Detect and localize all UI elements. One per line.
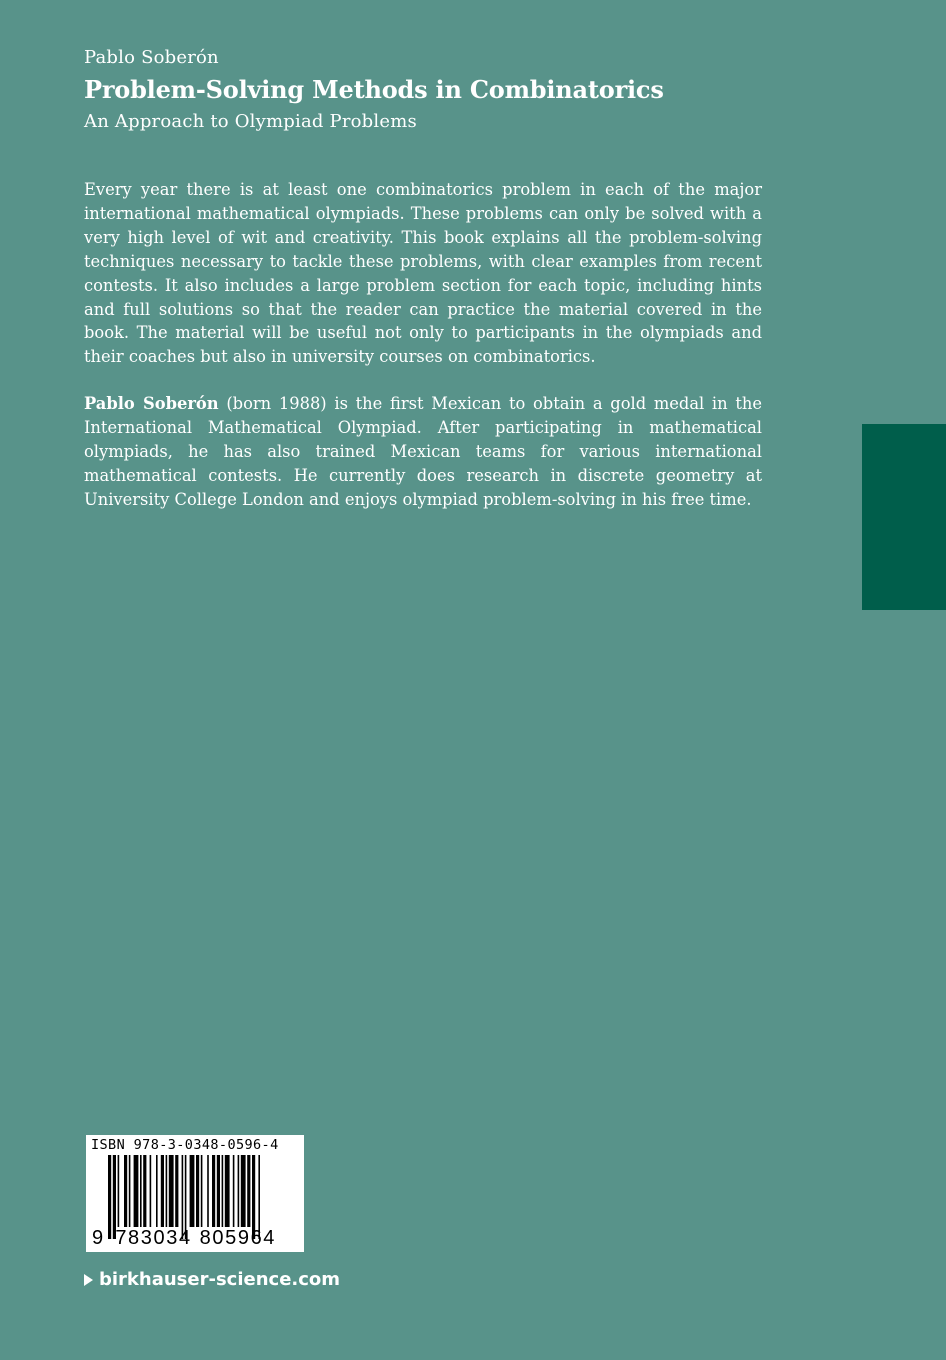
barcode-bar (233, 1155, 235, 1227)
barcode-bar (196, 1155, 199, 1227)
barcode-bar (212, 1155, 215, 1227)
barcode-bar (140, 1155, 142, 1227)
barcode-bar (238, 1155, 240, 1227)
barcode-bar (207, 1155, 209, 1227)
barcode-bar (247, 1155, 250, 1227)
ean-digits (92, 1227, 276, 1250)
barcode-bar (161, 1155, 164, 1227)
barcode-bar (190, 1155, 195, 1227)
barcode-bar (150, 1155, 152, 1227)
author-bio (84, 392, 762, 512)
publisher-website[interactable] (84, 1269, 340, 1290)
barcode-bar (124, 1155, 127, 1227)
bio-author-name: Pablo Soberón (84, 394, 219, 413)
book-title: Problem-Solving Methods in Combinatorics (84, 75, 664, 104)
arrow-right-icon (84, 1274, 93, 1286)
barcode-bar (217, 1155, 220, 1227)
book-description: Every year there is at least one combinatorics problem in each of the major international mathematical olympiads. These problems can only be solved with a very high level of wit and creativity. This book explains all the problem-solving techniques necessary to tackle these problems, with clear examples from recent contests. It also includes a large problem section for each topic, including hints and full solutions so that the reader can practice the material covered in the book. The material will be useful not only to participants in the olympiads and their coaches but also in university courses on combinatorics. (84, 180, 762, 367)
barcode-bar (143, 1155, 146, 1227)
barcode-bar (156, 1155, 158, 1227)
bio-text: (born 1988) is the first Mexican to obtain a gold medal in the International Mathematical Olympiad. After participating in mathematical olympiads, he has also trained Mexican teams for various international mathematical contests. He currently does research in discrete geometry at University College London and enjoys olympiad problem-solving in his free time. (84, 394, 762, 509)
barcode-bar (166, 1155, 168, 1227)
ean-left-group: 783034 (115, 1227, 192, 1249)
barcode-bar (175, 1155, 178, 1227)
barcode-bar (118, 1155, 120, 1227)
barcode-bar (201, 1155, 203, 1227)
barcode-bar (222, 1155, 224, 1227)
barcode-bar (225, 1155, 230, 1227)
isbn-barcode (86, 1135, 304, 1252)
book-subtitle: An Approach to Olympiad Problems (84, 111, 417, 132)
barcode-bar (241, 1155, 246, 1227)
website-label: birkhauser-science.com (99, 1269, 341, 1290)
ean-first-digit: 9 (92, 1227, 104, 1249)
barcode-bar (129, 1155, 131, 1227)
author-name: Pablo Soberón (84, 47, 219, 68)
isbn-number: ISBN 978-3-0348-0596-4 (91, 1137, 279, 1153)
color-tab (862, 424, 946, 610)
barcode-bar (134, 1155, 139, 1227)
ean-right-group: 805964 (199, 1227, 277, 1249)
barcode-bar (169, 1155, 174, 1227)
